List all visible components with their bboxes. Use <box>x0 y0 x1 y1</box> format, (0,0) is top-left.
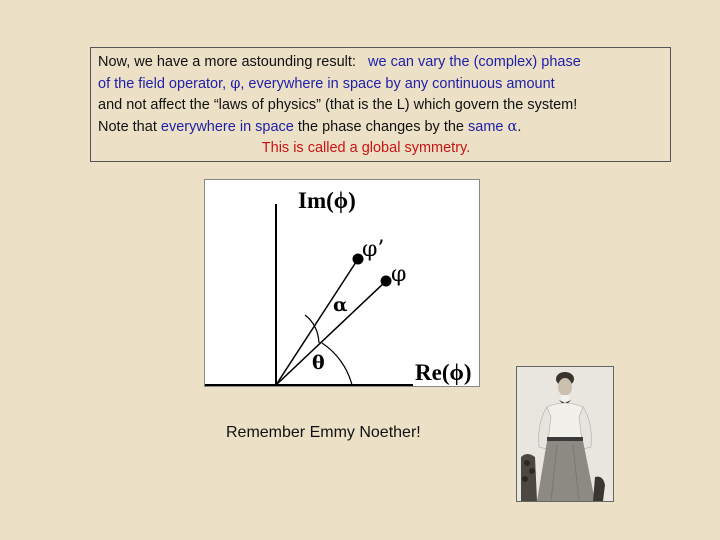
text-run: of the field operator, <box>98 75 231 92</box>
text-line-3: and not affect the “laws of physics” (that is the L) which govern the system! <box>98 97 578 113</box>
re-axis-label: Re(ϕ) <box>415 360 472 385</box>
text-line-4 <box>98 117 664 139</box>
text-run: . <box>517 118 522 135</box>
text-run-highlight: everywhere in space <box>160 118 294 135</box>
theta-arc <box>322 343 352 385</box>
text-run: , everywhere in space by any continuous amount <box>240 75 555 92</box>
phase-diagram <box>204 179 480 387</box>
emmy-noether-photo <box>516 366 614 502</box>
text-box <box>90 47 671 162</box>
phi-symbol: φ <box>230 75 241 92</box>
phi-label: φ <box>391 262 407 287</box>
ray-phi <box>276 281 386 385</box>
caption: Remember Emmy Noether! <box>226 424 421 441</box>
phi-prime-label: φ’ <box>362 237 385 262</box>
alpha-symbol: α <box>507 118 518 135</box>
text-line-5: This is called a global symmetry. <box>261 140 471 156</box>
alpha-label: α <box>333 294 348 316</box>
text-run-highlight: same <box>468 118 508 135</box>
text-run-highlight: we can vary the (complex) phase <box>368 54 581 70</box>
text-run: the phase changes by the <box>293 118 469 135</box>
point-phi <box>381 276 392 287</box>
phase-diagram-svg <box>205 180 479 386</box>
text-run: Note that <box>98 118 161 135</box>
text-run: Now, we have a more astounding result: <box>98 54 356 70</box>
text-line-2 <box>98 74 664 96</box>
im-axis-label: Im(ϕ) <box>298 188 356 213</box>
portrait-illustration <box>517 367 613 501</box>
text-line-1 <box>98 52 664 74</box>
theta-label: θ <box>312 352 325 374</box>
